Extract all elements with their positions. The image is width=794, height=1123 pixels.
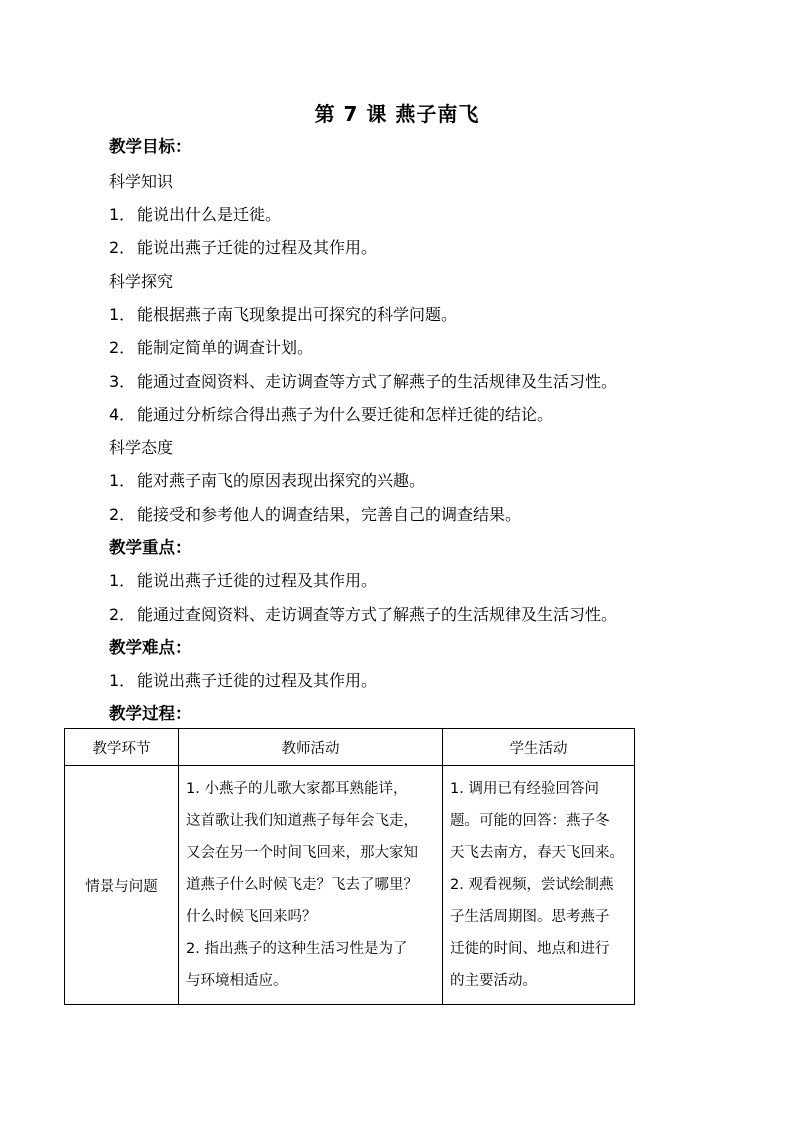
item-text: 能说出燕子迁徙的过程及其作用。 <box>137 671 378 690</box>
teacher-line: 又会在另一个时间飞回来，那大家知 <box>186 845 418 861</box>
item-text: 能接受和参考他人的调查结果，完善自己的调查结果。 <box>137 505 522 524</box>
objectives-heading: 教学目标： <box>109 137 192 156</box>
lesson-title: 第 7 课 燕子南飞 <box>314 102 480 126</box>
table-row <box>65 766 635 1005</box>
list-item <box>109 569 377 593</box>
table-header-row <box>65 729 635 766</box>
item-number: 2． <box>109 338 136 357</box>
student-line: 2. 观看视频，尝试绘制燕 <box>450 877 614 893</box>
process-heading: 教学过程： <box>109 704 192 723</box>
item-number: 1． <box>109 305 136 324</box>
student-line: 题。可能的回答：燕子冬 <box>450 813 610 829</box>
student-line: 子生活周期图。思考燕子 <box>450 909 610 925</box>
list-item <box>109 236 377 260</box>
list-item <box>109 469 425 493</box>
student-line: 天飞去南方，春天飞回来。 <box>450 845 624 861</box>
list-item <box>109 603 617 627</box>
list-item <box>109 503 521 527</box>
student-line: 迁徙的时间、地点和进行 <box>450 941 610 957</box>
teacher-line: 与环境相适应。 <box>186 973 288 989</box>
item-text: 能通过查阅资料、走访调查等方式了解燕子的生活规律及生活习性。 <box>137 605 618 624</box>
item-text: 能对燕子南飞的原因表现出探究的兴趣。 <box>137 471 426 490</box>
item-number: 2． <box>109 605 136 624</box>
item-number: 2． <box>109 505 136 524</box>
item-number: 1． <box>109 671 136 690</box>
difficulties-heading: 教学难点： <box>109 638 192 657</box>
item-number: 3． <box>109 372 136 391</box>
teacher-activity-text <box>180 767 441 1003</box>
student-activity-cell <box>443 766 635 1005</box>
teacher-line: 这首歌让我们知道燕子每年会飞走， <box>186 813 418 829</box>
teacher-line: 2. 指出燕子的这种生活习性是为了 <box>186 941 408 957</box>
teacher-line: 道燕子什么时候飞走？飞去了哪里？ <box>186 877 418 893</box>
item-text: 能说出燕子迁徙的过程及其作用。 <box>137 571 378 590</box>
list-item <box>109 403 553 427</box>
item-text: 能制定简单的调查计划。 <box>137 338 314 357</box>
student-line: 的主要活动。 <box>450 973 537 989</box>
item-number: 2． <box>109 238 136 257</box>
item-number: 1． <box>109 571 136 590</box>
teacher-line: 1. 小燕子的儿歌大家都耳熟能详， <box>186 781 408 797</box>
process-table <box>64 728 635 1005</box>
knowledge-label: 科学知识 <box>109 172 174 191</box>
list-item <box>109 370 617 394</box>
item-number: 1． <box>109 471 136 490</box>
column-header-stage: 教学环节 <box>65 729 179 766</box>
list-item <box>109 669 377 693</box>
column-header-teacher: 教师活动 <box>179 729 443 766</box>
teacher-activity-cell <box>179 766 443 1005</box>
item-number: 1． <box>109 205 136 224</box>
item-text: 能说出什么是迁徙。 <box>137 205 282 224</box>
teacher-line: 什么时候飞回来吗？ <box>186 909 317 925</box>
item-text: 能根据燕子南飞现象提出可探究的科学问题。 <box>137 305 458 324</box>
student-activity-text <box>444 767 633 1003</box>
item-text: 能通过查阅资料、走访调查等方式了解燕子的生活规律及生活习性。 <box>137 372 618 391</box>
key-points-heading: 教学重点： <box>109 538 192 557</box>
stage-cell: 情景与问题 <box>65 766 179 1005</box>
list-item <box>109 336 313 360</box>
list-item <box>109 203 281 227</box>
item-number: 4． <box>109 405 136 424</box>
inquiry-label: 科学探究 <box>109 272 174 291</box>
student-line: 1. 调用已有经验回答问 <box>450 781 599 797</box>
list-item <box>109 303 457 327</box>
column-header-student: 学生活动 <box>443 729 635 766</box>
attitude-label: 科学态度 <box>109 438 174 457</box>
item-text: 能通过分析综合得出燕子为什么要迁徙和怎样迁徙的结论。 <box>137 405 554 424</box>
item-text: 能说出燕子迁徙的过程及其作用。 <box>137 238 378 257</box>
